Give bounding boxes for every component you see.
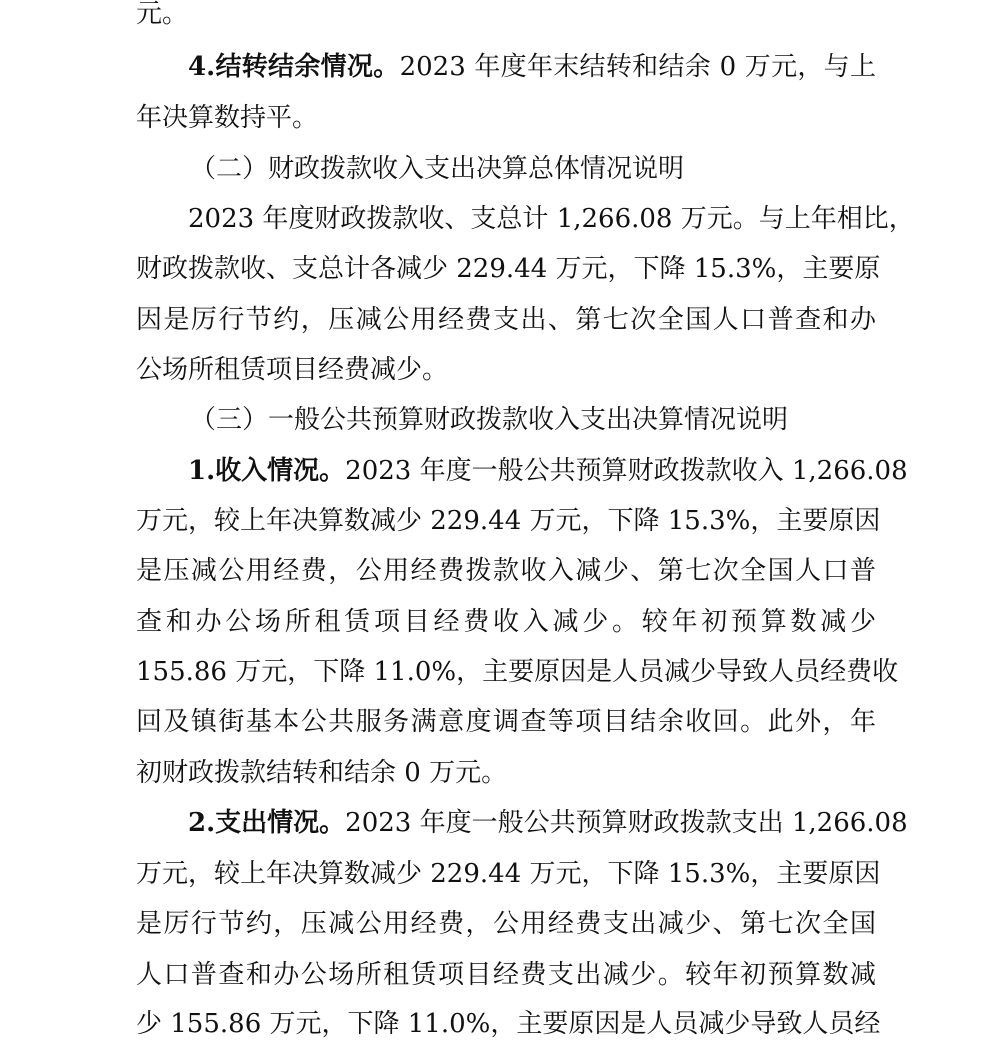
item-heading: 2.支出情况。 bbox=[188, 808, 346, 838]
text-line bbox=[136, 907, 876, 941]
section-heading bbox=[190, 403, 876, 437]
item-heading: 1.收入情况。 bbox=[188, 456, 346, 486]
text-line bbox=[136, 605, 876, 639]
section-heading-text: （三）一般公共预算财政拨款收入支出决算情况说明 bbox=[190, 405, 789, 435]
item-heading: 4.结转结余情况。 bbox=[188, 52, 400, 82]
text-line bbox=[136, 504, 881, 538]
text-line bbox=[136, 958, 876, 992]
line-text: 人口普查和办公场所租赁项目经费支出减少。较年初预算数减 bbox=[136, 960, 876, 990]
section-heading-text: （二）财政拨款收入支出决算总体情况说明 bbox=[190, 154, 685, 184]
line-text: 2023 年度一般公共预算财政拨款支出 1,266.08 bbox=[345, 808, 908, 838]
text-line bbox=[136, 303, 876, 337]
text-line bbox=[136, 252, 881, 286]
line-text: 因是厉行节约，压减公用经费支出、第七次全国人口普查和办 bbox=[136, 305, 876, 335]
line-text: 2023 年度年末结转和结余 0 万元，与上 bbox=[399, 52, 876, 82]
text-line bbox=[136, 705, 876, 739]
text-line bbox=[136, 756, 876, 790]
text-line bbox=[188, 202, 915, 236]
text-line bbox=[136, 655, 899, 689]
text-line bbox=[136, 0, 876, 31]
section-heading bbox=[190, 152, 876, 186]
text-line bbox=[136, 353, 876, 387]
text-line bbox=[188, 806, 908, 840]
text-line bbox=[136, 857, 881, 891]
line-text: 是厉行节约，压减公用经费，公用经费支出减少、第七次全国 bbox=[136, 909, 876, 939]
line-text: 2023 年度一般公共预算财政拨款收入 1,266.08 bbox=[345, 456, 908, 486]
line-text: 万元，较上年决算数减少 229.44 万元，下降 15.3%，主要原因 bbox=[136, 859, 881, 889]
text-line bbox=[136, 554, 876, 588]
line-text: 回及镇街基本公共服务满意度调查等项目结余收回。此外，年 bbox=[136, 707, 876, 737]
text-line bbox=[136, 1007, 881, 1041]
line-text: 查和办公场所租赁项目经费收入减少。较年初预算数减少 bbox=[136, 607, 876, 637]
line-text: 万元，较上年决算数减少 229.44 万元，下降 15.3%，主要原因 bbox=[136, 506, 881, 536]
line-text: 财政拨款收、支总计各减少 229.44 万元，下降 15.3%，主要原 bbox=[136, 254, 881, 284]
line-text: 是压减公用经费，公用经费拨款收入减少、第七次全国人口普 bbox=[136, 556, 876, 586]
line-text: 年决算数持平。 bbox=[136, 103, 319, 133]
text-line bbox=[188, 50, 876, 84]
line-text: 少 155.86 万元，下降 11.0%，主要原因是人员减少导致人员经 bbox=[136, 1009, 881, 1039]
line-text: 元。 bbox=[136, 0, 189, 29]
line-text: 初财政拨款结转和结余 0 万元。 bbox=[136, 758, 508, 788]
line-text: 155.86 万元，下降 11.0%，主要原因是人员减少导致人员经费收 bbox=[136, 657, 899, 687]
text-line bbox=[188, 454, 908, 488]
line-text: 2023 年度财政拨款收、支总计 1,266.08 万元。与上年相比， bbox=[188, 204, 915, 234]
line-text: 公场所租赁项目经费减少。 bbox=[136, 355, 449, 385]
text-line bbox=[136, 101, 876, 135]
